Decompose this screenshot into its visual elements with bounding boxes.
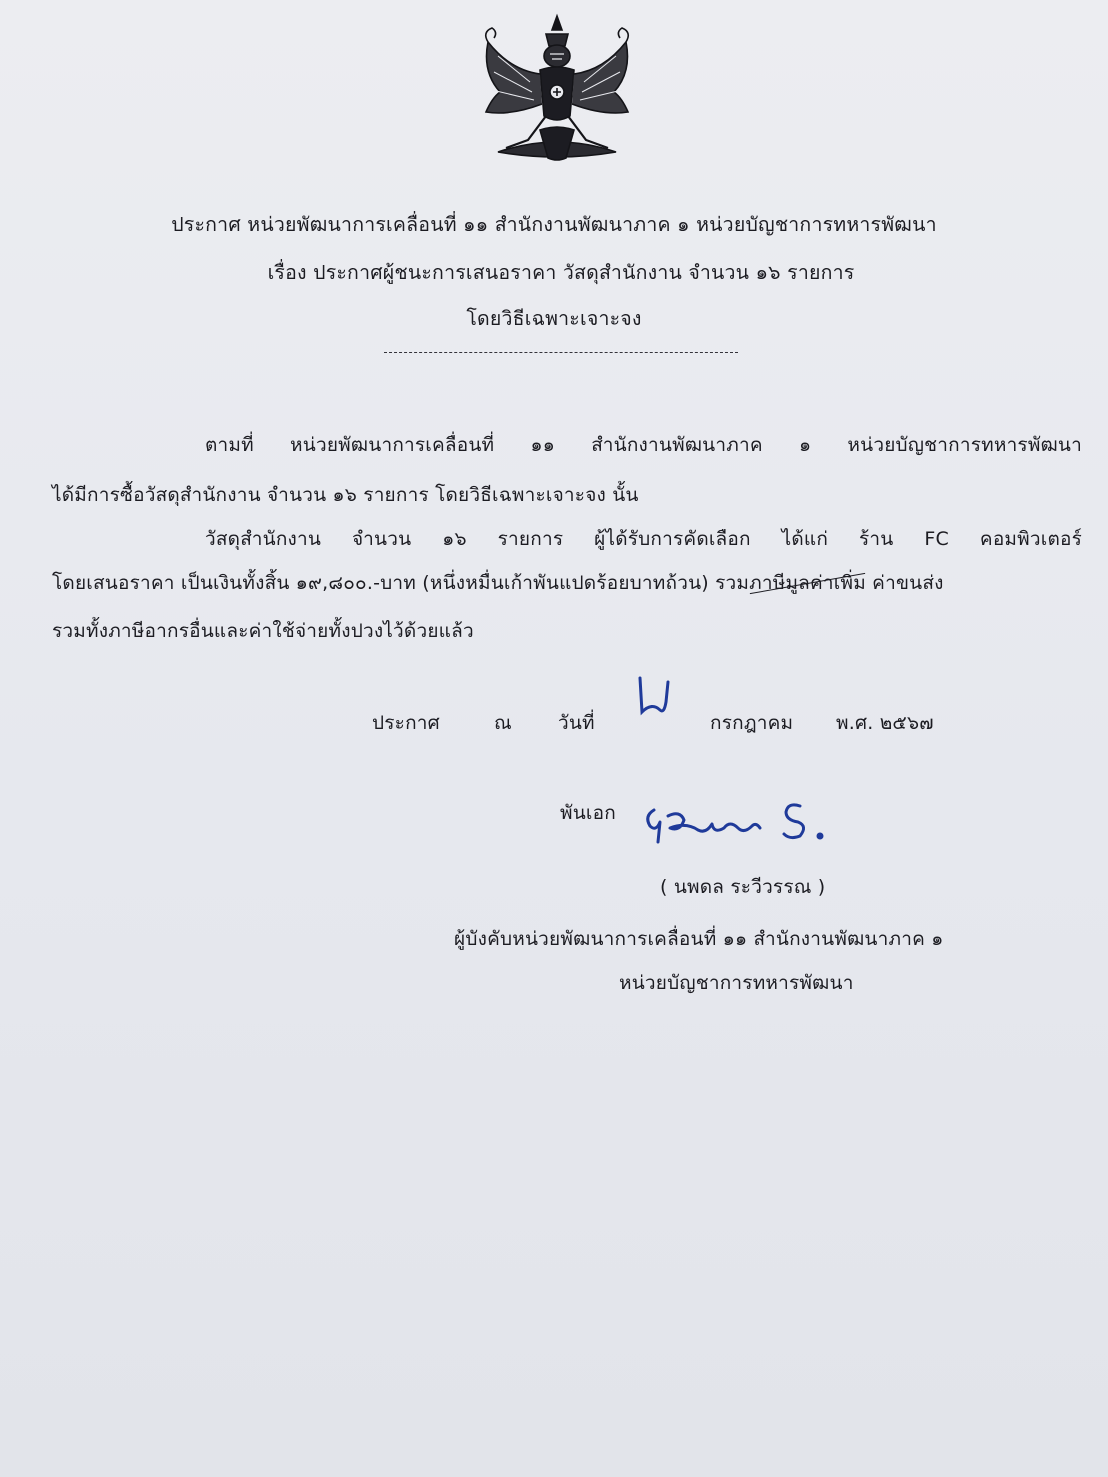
paragraph-1-line-1: ตามที่ หน่วยพัฒนาการเคลื่อนที่ ๑๑ สำนักงานพัฒนาภาค ๑ หน่วยบัญชาการทหารพัฒนา xyxy=(205,434,1082,456)
paragraph-1-line-2: ได้มีการซื้อวัสดุสำนักงาน จำนวน ๑๖ รายการ โดยวิธีเฉพาะเจาะจง นั้น xyxy=(52,484,639,506)
header-divider xyxy=(384,352,738,353)
paragraph-2-line-2 xyxy=(52,570,944,596)
announcement-month: กรกฎาคม xyxy=(710,712,794,734)
paragraph-2-line-2-text-b: ค่าขนส่ง xyxy=(865,572,944,594)
signature-rank: พันเอก xyxy=(560,802,616,824)
title-line-3: โดยวิธีเฉพาะเจาะจง xyxy=(466,307,642,330)
title-line-2: เรื่อง ประกาศผู้ชนะการเสนอราคา วัสดุสำนักงาน จำนวน ๑๖ รายการ xyxy=(267,261,855,284)
struck-vat-text: ภาษีมูลค่าเพิ่ม xyxy=(749,572,866,594)
paragraph-2-line-3: รวมทั้งภาษีอากรอื่นและค่าใช้จ่ายทั้งปวงไว้ด้วยแล้ว xyxy=(52,620,474,642)
paragraph-2-line-1: วัสดุสำนักงาน จำนวน ๑๖ รายการ ผู้ได้รับการคัดเลือก ได้แก่ ร้าน FC คอมพิวเตอร์ xyxy=(205,528,1082,550)
title-line-1: ประกาศ หน่วยพัฒนาการเคลื่อนที่ ๑๑ สำนักงานพัฒนาภาค ๑ หน่วยบัญชาการทหารพัฒนา xyxy=(171,213,937,236)
announcement-day-label: วันที่ xyxy=(558,712,595,734)
garuda-emblem-icon xyxy=(470,12,645,170)
announcement-at: ณ xyxy=(494,712,512,734)
announcement-year: พ.ศ. ๒๕๖๗ xyxy=(836,712,934,734)
signer-name: ( นพดล ระวีวรรณ ) xyxy=(660,876,826,898)
handwritten-signature xyxy=(640,792,840,852)
handwritten-day-mark xyxy=(630,672,676,724)
signer-position-line-2: หน่วยบัญชาการทหารพัฒนา xyxy=(619,972,854,994)
announcement-label: ประกาศ xyxy=(372,712,440,734)
signer-position-line-1: ผู้บังคับหน่วยพัฒนาการเคลื่อนที่ ๑๑ สำนักงานพัฒนาภาค ๑ xyxy=(454,928,944,950)
paragraph-2-line-2-text-a: โดยเสนอราคา เป็นเงินทั้งสิ้น ๑๙,๘๐๐.-บาท (หนึ่งหมื่นเก้าพันแปดร้อยบาทถ้วน) รวม xyxy=(52,572,750,594)
